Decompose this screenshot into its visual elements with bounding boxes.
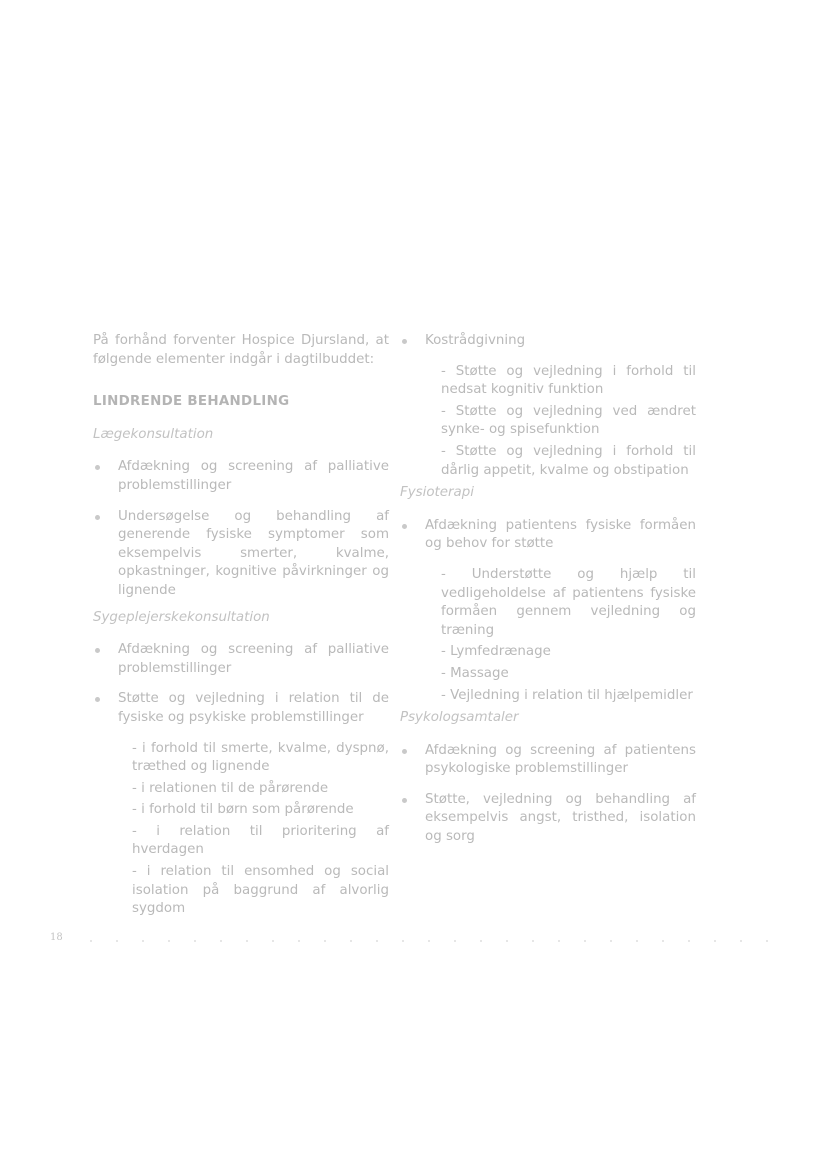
- sub-list-item: - i relation til prioritering af hverdagen: [132, 823, 389, 858]
- sub-list-item: - i relationen til de pårørende: [132, 780, 329, 796]
- bullet-icon: [95, 648, 100, 653]
- list-item-text: Afdækning og screening af palliative problemstillinger: [118, 642, 389, 676]
- list-item-text: Afdækning patientens fysiske formåen og behov for støtte: [425, 517, 696, 552]
- list-item-text: Kostrådgivning: [425, 333, 526, 348]
- footer-divider: [78, 940, 778, 942]
- bullet-icon: [95, 465, 100, 470]
- right-column: [400, 332, 696, 847]
- sub-list-item: - i forhold til børn som pårørende: [132, 802, 354, 818]
- sub-list-item: - Støtte og vejledning ved ændret synke- og spisefunktion: [441, 403, 696, 438]
- left-column: [93, 332, 389, 919]
- list-item: [400, 332, 696, 351]
- list-item-text: Undersøgelse og behandling af generende fysiske symptomer som eksempelvis smerter, kvalme, opkastninger, kognitive påvirkninger og lignende: [118, 508, 389, 598]
- sub-list-item: - Støtte og vejledning i forhold til dårlig appetit, kvalme og obstipation: [441, 443, 696, 478]
- bullet-icon: [402, 524, 407, 529]
- list-item: [400, 742, 696, 779]
- sub-list-item: - i forhold til smerte, kvalme, dyspnø, træthed og lignende: [132, 740, 389, 775]
- section-heading: LINDRENDE BEHANDLING: [93, 394, 290, 410]
- bullet-icon: [95, 515, 100, 520]
- subheading-psykologsamtaler: Psykologsamtaler: [400, 710, 519, 726]
- sub-list-item: - Massage: [441, 665, 509, 681]
- sub-list-item: - Vejledning i relation til hjælpemidler: [441, 687, 693, 703]
- bullet-icon: [402, 798, 407, 803]
- bullet-icon: [402, 749, 407, 754]
- list-item-text: Afdækning og screening af patientens psykologiske problemstillinger: [425, 742, 696, 777]
- list-item: [93, 690, 389, 727]
- sub-list-item: - Understøtte og hjælp til vedligeholdelse af patientens fysiske formåen gennem vejledning og træning: [441, 566, 696, 638]
- sub-list-item: - Støtte og vejledning i forhold til nedsat kognitiv funktion: [441, 363, 696, 398]
- sub-list-item: - i relation til ensomhed og social isolation på baggrund af alvorlig sygdom: [132, 864, 389, 917]
- list-item-text: Støtte og vejledning i relation til de fysiske og psykiske problemstillinger: [118, 691, 389, 725]
- sub-list-item: - Lymfedrænage: [441, 644, 551, 660]
- subheading-sygeplejerskekonsultation: Sygeplejerskekonsultation: [93, 609, 270, 625]
- bullet-icon: [402, 339, 407, 344]
- subheading-laegekonsultation: Lægekonsultation: [93, 426, 214, 442]
- list-item: [93, 641, 389, 678]
- list-item-text: Afdækning og screening af palliative problemstillinger: [118, 459, 389, 493]
- list-item-text: Støtte, vejledning og behandling af eksempelvis angst, tristhed, isolation og sorg: [425, 791, 696, 845]
- subheading-fysioterapi: Fysioterapi: [400, 485, 474, 501]
- list-item: [93, 508, 389, 601]
- list-item: [400, 791, 696, 847]
- list-item: [400, 517, 696, 554]
- list-item: [93, 458, 389, 495]
- bullet-icon: [95, 697, 100, 702]
- page-number: 18: [50, 932, 63, 943]
- intro-paragraph: På forhånd forventer Hospice Djursland, at følgende elementer indgår i dagtilbuddet:: [93, 333, 389, 367]
